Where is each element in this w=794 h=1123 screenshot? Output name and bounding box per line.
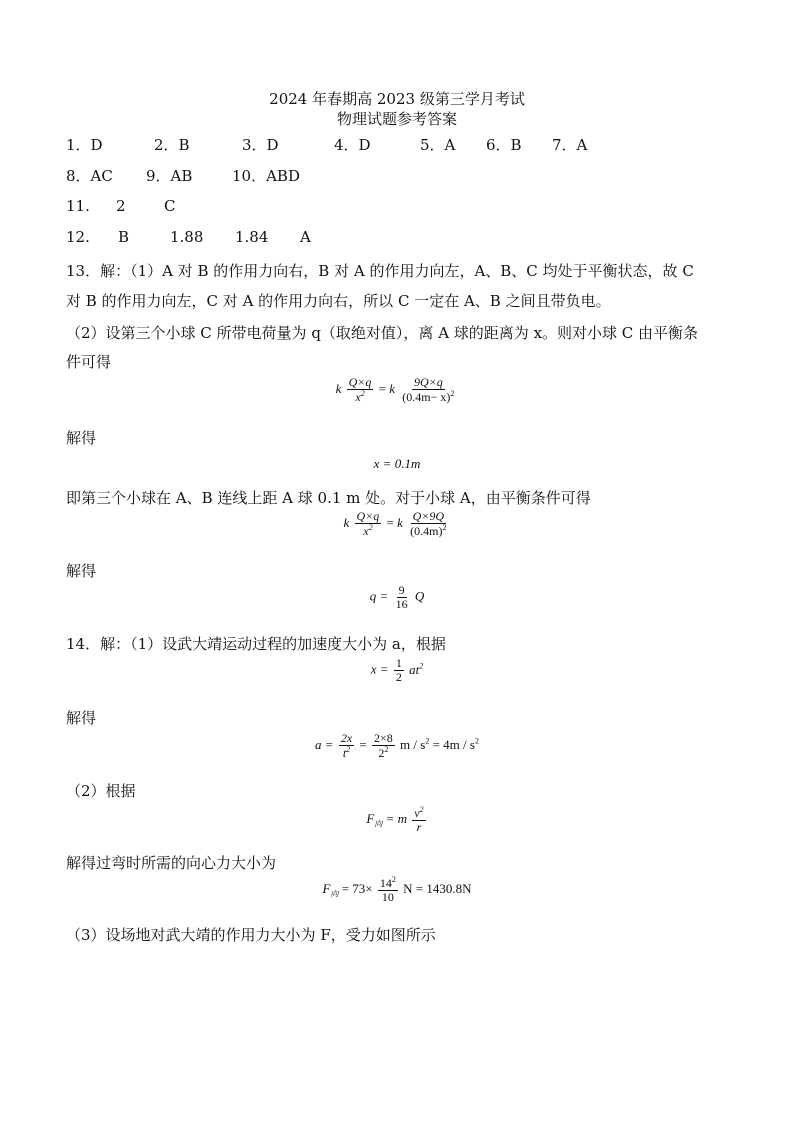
answer-12-label: 12. [66,228,90,246]
q13-equation-4: q = $\frac{9}{16}$ Q [369,583,425,612]
q13-line-2: 对 B 的作用力向左，C 对 A 的作用力向右，所以 C 一定在 A、B 之间且带负电。 [66,292,611,310]
q14-line-4: （3）设场地对武大靖的作用力大小为 F，受力如图所示 [66,926,436,944]
q13-equation-1: k $\frac{Q\times q}{x^2}$ = k $\frac{9Q\times q}{(0.4m- x)^2}$ [335,375,455,405]
answer-item: 4．D [334,136,371,154]
q13-line-4: 件可得 [66,353,112,371]
q14-line-1: 14．解：（1）设武大靖运动过程的加速度大小为 a，根据 [66,635,446,653]
answer-12-d: A [300,228,311,246]
answer-item: 1．D [66,136,103,154]
answers-row-2 [66,165,300,186]
answer-12 [66,228,311,246]
answer-item: 9．AB [146,167,193,185]
answer-11-label: 11. [66,197,90,215]
answer-11-b: C [164,197,176,215]
q14-line-2: （2）根据 [66,782,136,800]
page-title: 2024 年春期高 2023 级第三学月考试 [269,90,525,108]
q14-equation-3: $F_向 = m$ $\frac{v^2}{r}$ [366,805,424,835]
q13-line-3: （2）设第三个小球 C 所带电荷量为 q（取绝对值），离 A 球的距离为 x。则对小球 C 由平衡条 [66,324,699,342]
q14-equation-4: $F_向 = 73\times$ $\frac{14^2}{10}$ N = 1430.8N [322,875,472,905]
q13-line-1: 13．解：（1）A 对 B 的作用力向右，B 对 A 的作用力向左，A、B、C 均处于平衡状态，故 C [66,262,694,280]
q14-equation-1: x = $\frac{1}{2}$ $at^2$ [370,656,424,685]
page-subtitle: 物理试题参考答案 [336,110,457,128]
answer-11 [66,197,175,215]
q13-solve-2: 解得 [66,562,97,580]
answer-11-a: 2 [116,197,126,215]
answer-item: 3．D [242,136,279,154]
q13-equation-2: x = 0.1m [373,456,421,471]
q14-solve-1: 解得 [66,709,97,727]
q13-solve-1: 解得 [66,429,97,447]
q13-line-5: 即第三个小球在 A、B 连线上距 A 球 0.1 m 处。对于小球 A，由平衡条件可得 [66,489,591,507]
answer-12-a: B [118,228,130,246]
q13-equation-3: k $\frac{Q\times q}{x^2}$ = k $\frac{Q\times 9Q}{(0.4m)^2}$ [343,509,447,539]
answer-item: 8．AC [66,167,113,185]
answer-12-b: 1.88 [170,228,204,246]
q14-equation-2: a = $\frac{2x}{t^2}$ = $\frac{2\times 8}{2^2}$ $m / s^2 = 4m / s^2$ [315,731,479,761]
answer-item: 6．B [486,136,522,154]
q14-line-3: 解得过弯时所需的向心力大小为 [66,854,277,872]
answers-row-1 [66,134,587,155]
answer-item: 7．A [552,136,588,154]
answer-item: 5．A [420,136,456,154]
answer-12-c: 1.84 [235,228,269,246]
answer-item: 2．B [154,136,190,154]
answer-item: 10．ABD [232,167,300,185]
